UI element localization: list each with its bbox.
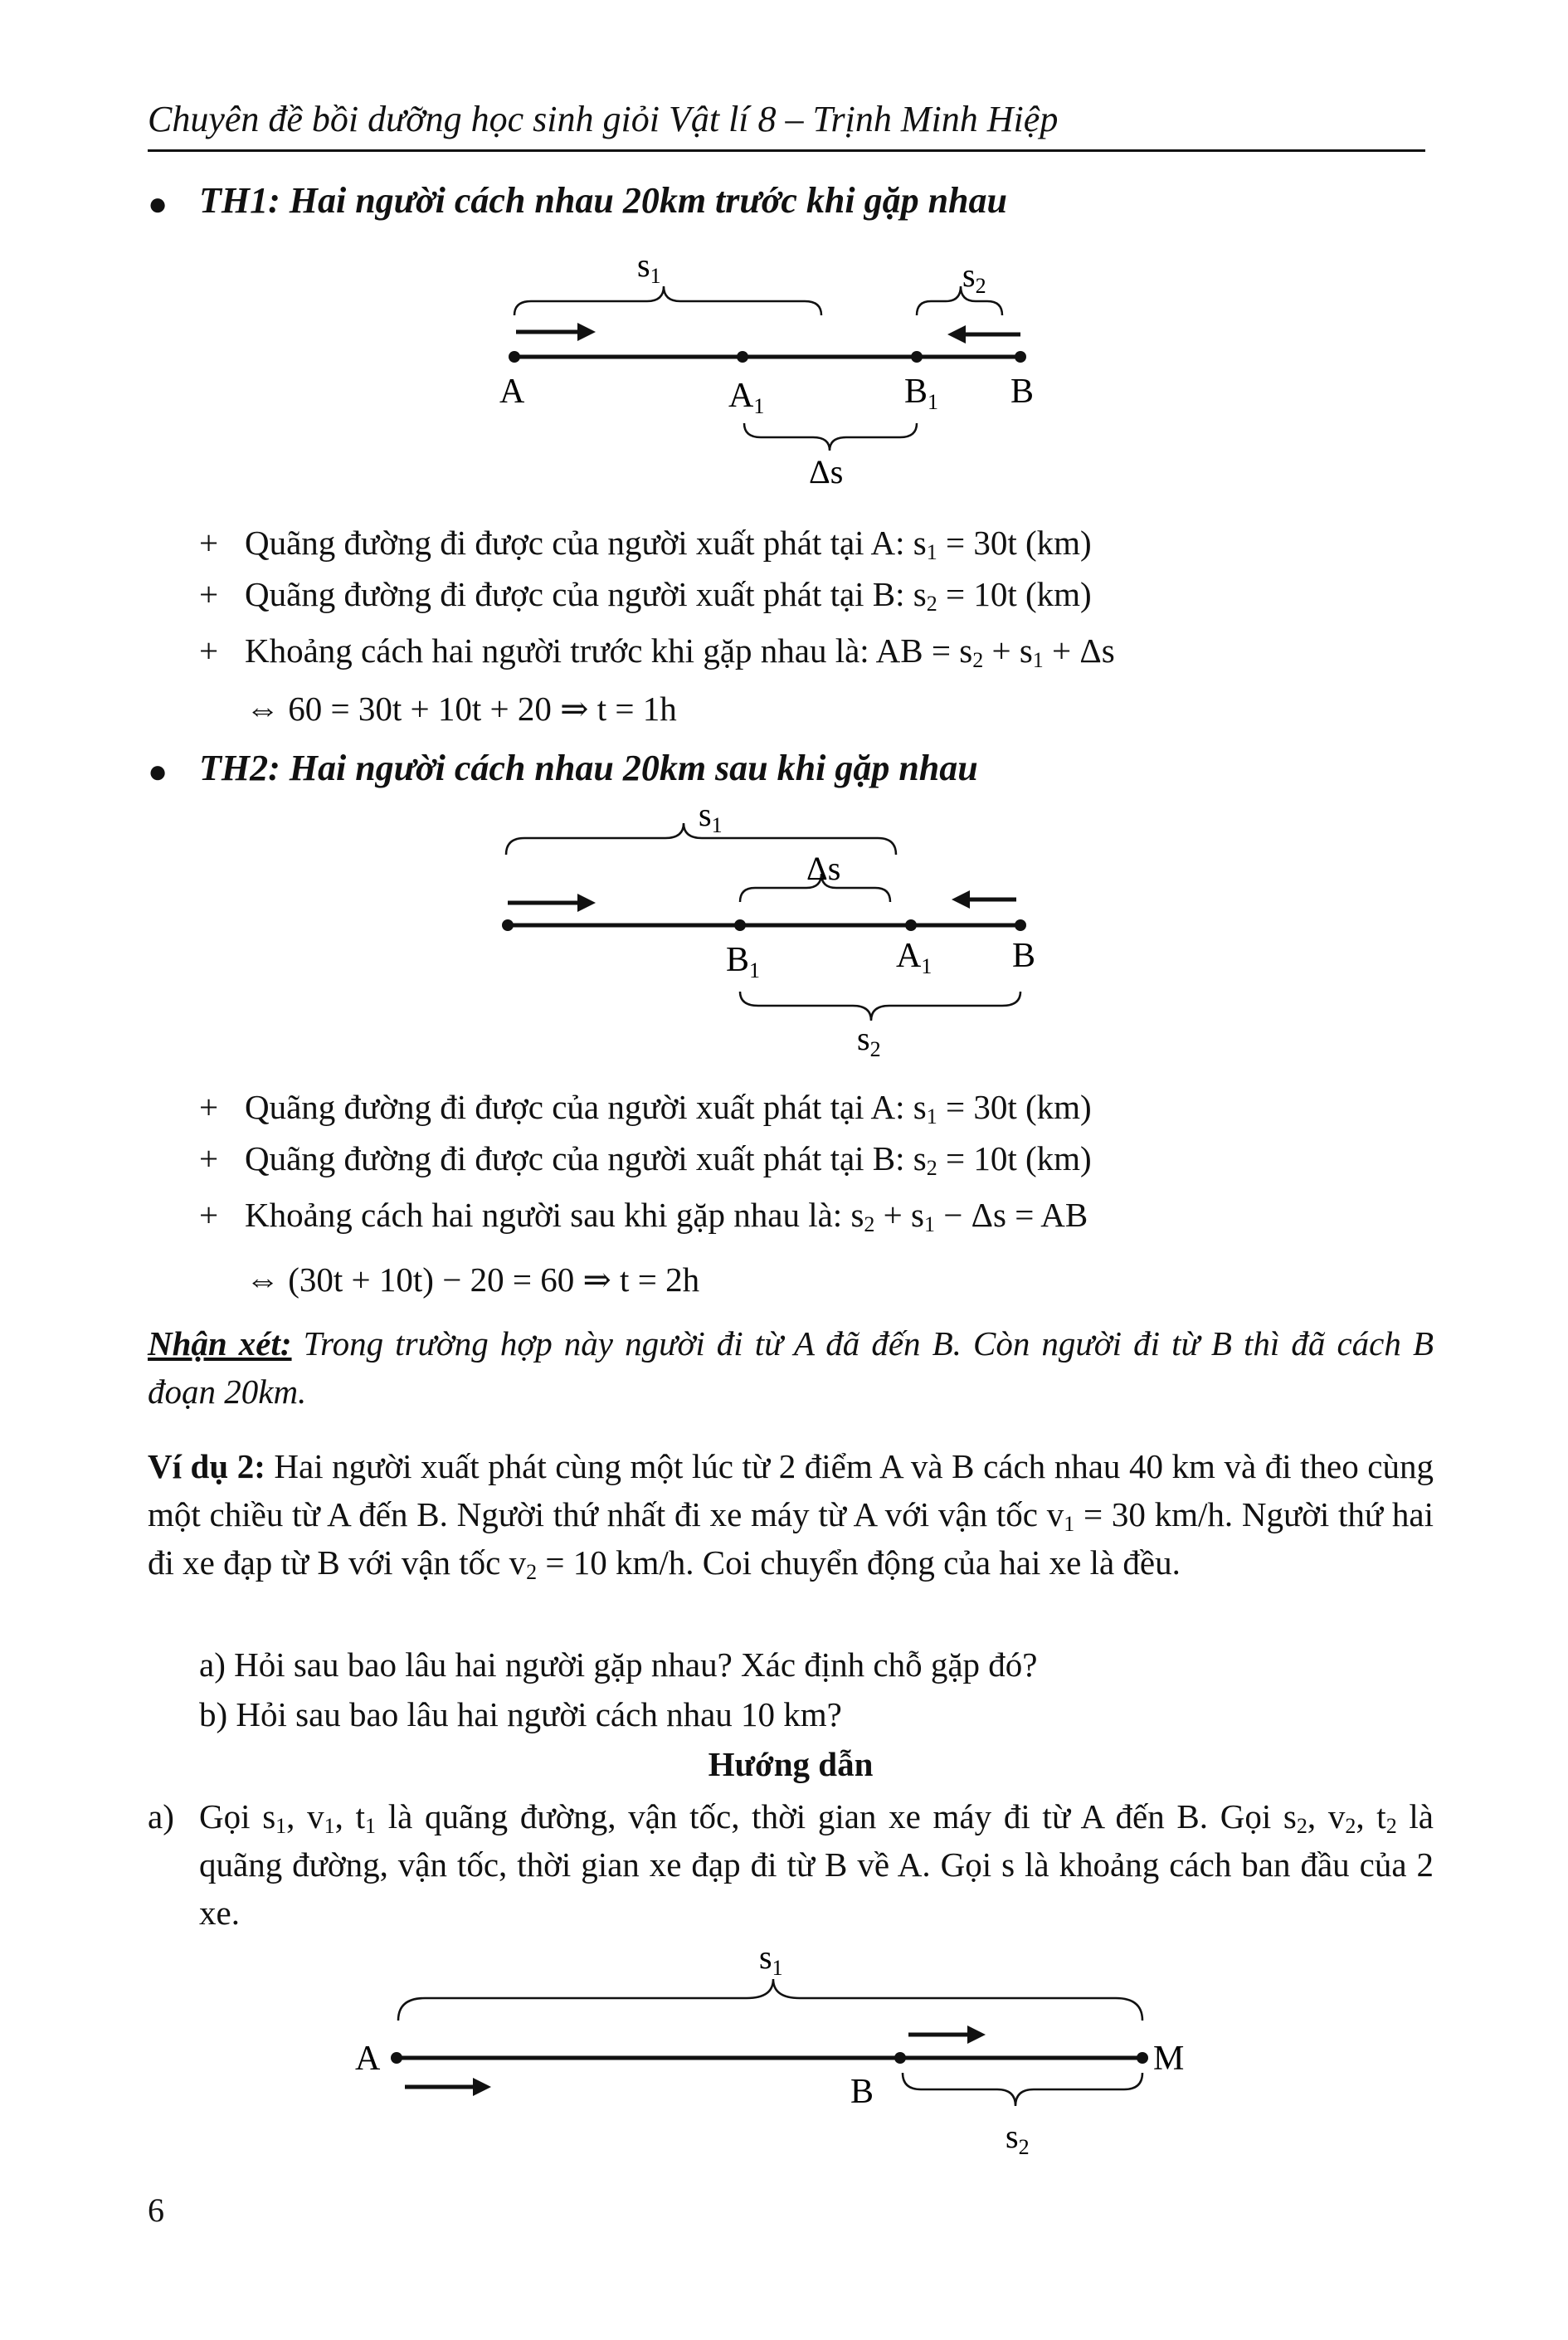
bullet-icon: ● [148,753,168,790]
th2-label-ds: Δs [806,850,841,887]
th1-brace-ds [744,423,917,451]
th1-label-s1: $s_1$ [637,246,661,288]
guide-label-s1: $s_1$ [759,1938,783,1980]
th1-point-A: A [499,373,525,411]
th2-title: TH2: Hai người cách nhau 20km sau khi gặp nhau [199,748,978,788]
th2-point-B1: B1 [726,941,761,982]
th1-line-3: + Khoảng cách hai người trước khi gặp nhau là: AB = $s_2 + s_1 + \Delta s$ [199,631,1115,672]
th2-line-3: + Khoảng cách hai người sau khi gặp nhau là: $s_2 + s_1 - \Delta s$ = AB [199,1196,1088,1236]
bullet-icon: ● [148,185,168,222]
th1-title: TH1: Hai người cách nhau 20km trước khi gặp nhau [199,180,1007,221]
th2-label-s2: $s_2$ [857,1020,881,1061]
guide-brace-s1 [398,1979,1142,2021]
th1-point-B: B [1010,373,1035,411]
th1-brace-s2 [917,286,1002,315]
th2-equation: ⇔ (30t + 10t) − 20 = 60 ⇒ t = 2h [246,1260,700,1299]
header-divider [148,149,1425,152]
guide-paragraph: Gọi $s_1$, $v_1$, $t_1$ là quãng đường, vận tốc, thời gian xe máy đi từ A đến B. Gọi $s_2$, $v_2$, $t_2$ là quãng đường, vận tốc, thời gian xe đạp đi từ B về A. Gọi s là khoảng cách ban đầu của 2 xe. [199,1797,1434,1932]
example2-question-a: a) Hỏi sau bao lâu hai người gặp nhau? Xác định chỗ gặp đó? [199,1645,1038,1684]
example2-question-b: b) Hỏi sau bao lâu hai người cách nhau 10 km? [199,1695,842,1733]
th1-point-A1: A1 [728,377,765,418]
running-header: Chuyên đề bồi dưỡng học sinh giỏi Vật lí 8 – Trịnh Minh Hiệp [148,99,1059,139]
th2-label-s1: $s_1$ [699,797,723,837]
guide-brace-s2 [903,2073,1142,2106]
guide-label-a: a) [148,1797,174,1835]
guide-point-M: M [1153,2040,1185,2078]
guide-title: Hướng dẫn [708,1745,874,1783]
th1-equation: ⇔ 60 = 30t + 10t + 20 ⇒ t = 1h [246,690,677,728]
guide-point-A: A [355,2040,381,2078]
th2-diagram [481,797,1079,1062]
th2-line-2: + Quãng đường đi được của người xuất phát tại B: $s_2 = 10t$ (km) [199,1139,1092,1180]
th1-brace-s1 [514,286,821,315]
note-paragraph: Nhận xét: Trong trường hợp này người đi từ A đã đến B. Còn người đi từ B thì đã cách B đoạn 20km. [148,1324,1434,1411]
th1-line-1: + Quãng đường đi được của người xuất phát tại A: $s_1 = 30t$ (km) [199,524,1092,564]
th2-line-1: + Quãng đường đi được của người xuất phát tại A: $s_1 = 30t$ (km) [199,1088,1092,1129]
guide-diagram [348,1933,1228,2174]
guide-point-B: B [850,2073,874,2111]
th1-label-s2: $s_2$ [962,256,986,298]
th1-diagram [465,236,1062,502]
th1-line-2: + Quãng đường đi được của người xuất phát tại B: $s_2 = 10t$ (km) [199,575,1092,616]
page-number: 6 [148,2191,164,2229]
guide-label-s2: $s_2$ [1006,2118,1030,2159]
th2-point-B: B [1012,937,1036,975]
th1-label-ds: Δs [809,453,844,490]
example2-paragraph: Ví dụ 2: Hai người xuất phát cùng một lúc từ 2 điểm A và B cách nhau 40 km và đi theo cùng một chiều từ A đến B. Người thứ nhất đi xe máy từ A với vận tốc $v_1 = 30$ km/h. Người thứ hai đi xe đạp từ B với vận tốc $v_2 = 10$ km/h. Coi chuyển động của hai xe là đều. [148,1447,1434,1584]
th1-point-B1: B1 [904,373,939,414]
th2-point-A1: A1 [896,937,933,978]
th2-brace-s2 [740,992,1020,1021]
